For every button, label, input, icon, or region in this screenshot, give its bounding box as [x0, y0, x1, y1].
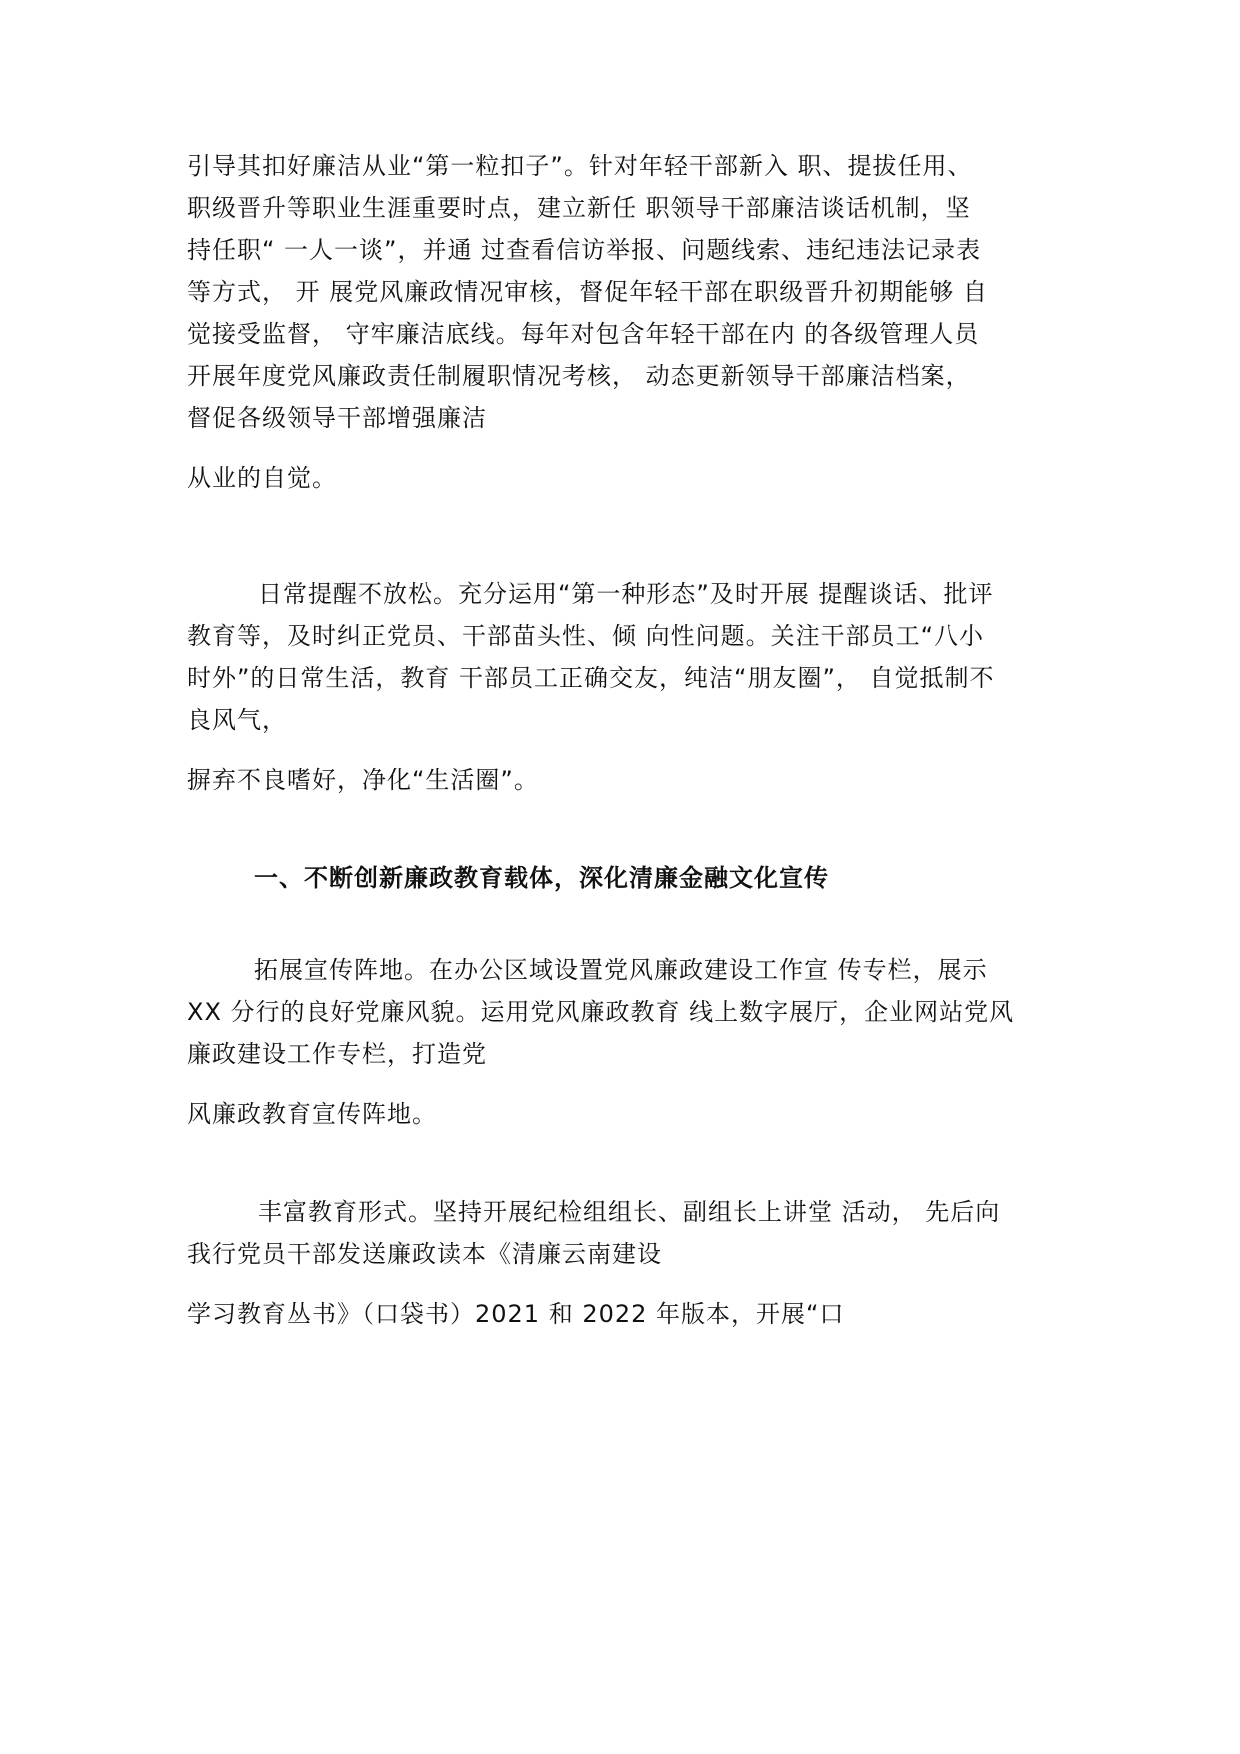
paragraph-1-line-4: 等方式， 开 展党风廉政情况审核，督促年轻干部在职级晋升初期能够 自: [187, 278, 988, 306]
paragraph-3-line-3: 时外”的日常生活，教育 干部员工正确交友，纯洁“朋友圈”， 自觉抵制不: [187, 664, 995, 692]
paragraph-3-line-4: 良风气，: [187, 706, 287, 734]
paragraph-5-line-1: 拓展宣传阵地。在办公区域设置党风廉政建设工作宣 传专栏，展示: [254, 956, 988, 984]
paragraph-5-line-2: XX 分行的良好党廉风貌。运用党风廉政教育 线上数字展厅，企业网站党风: [187, 998, 1015, 1026]
paragraph-8-line-1: 学习教育丛书》（口袋书）2021 和 2022 年版本，开展“口: [187, 1300, 845, 1328]
paragraph-1-line-2: 职级晋升等职业生涯重要时点，建立新任 职领导干部廉洁谈话机制，坚: [187, 194, 971, 222]
paragraph-5-line-3: 廉政建设工作专栏，打造党: [187, 1040, 487, 1068]
paragraph-7-line-2: 我行党员干部发送廉政读本《清廉云南建设: [187, 1240, 662, 1268]
paragraph-1-line-5: 觉接受监督， 守牢廉洁底线。每年对包含年轻干部在内 的各级管理人员: [187, 320, 980, 348]
paragraph-7-line-1: 丰富教育形式。坚持开展纪检组组长、副组长上讲堂 活动， 先后向: [258, 1198, 1001, 1226]
paragraph-4-line-1: 摒弃不良嗜好，净化“生活圈”。: [187, 766, 539, 794]
paragraph-2-line-1: 从业的自觉。: [187, 464, 337, 492]
paragraph-6-line-1: 风廉政教育宣传阵地。: [187, 1100, 437, 1128]
paragraph-3-line-1: 日常提醒不放松。充分运用“第一种形态”及时开展 提醒谈话、批评: [258, 580, 994, 608]
paragraph-3-line-2: 教育等，及时纠正党员、干部苗头性、倾 向性问题。关注干部员工“八小: [187, 622, 985, 650]
paragraph-1-line-7: 督促各级领导干部增强廉洁: [187, 404, 487, 432]
paragraph-1-line-6: 开展年度党风廉政责任制履职情况考核， 动态更新领导干部廉洁档案，: [187, 362, 971, 390]
paragraph-1-line-1: 引导其扣好廉洁从业“第一粒扣子”。针对年轻干部新入 职、提拔任用、: [187, 152, 973, 180]
section-heading: 一、不断创新廉政教育载体，深化清廉金融文化宣传: [254, 864, 829, 892]
paragraph-1-line-3: 持任职“ 一人一谈”，并通 过查看信访举报、问题线索、违纪违法记录表: [187, 236, 982, 264]
